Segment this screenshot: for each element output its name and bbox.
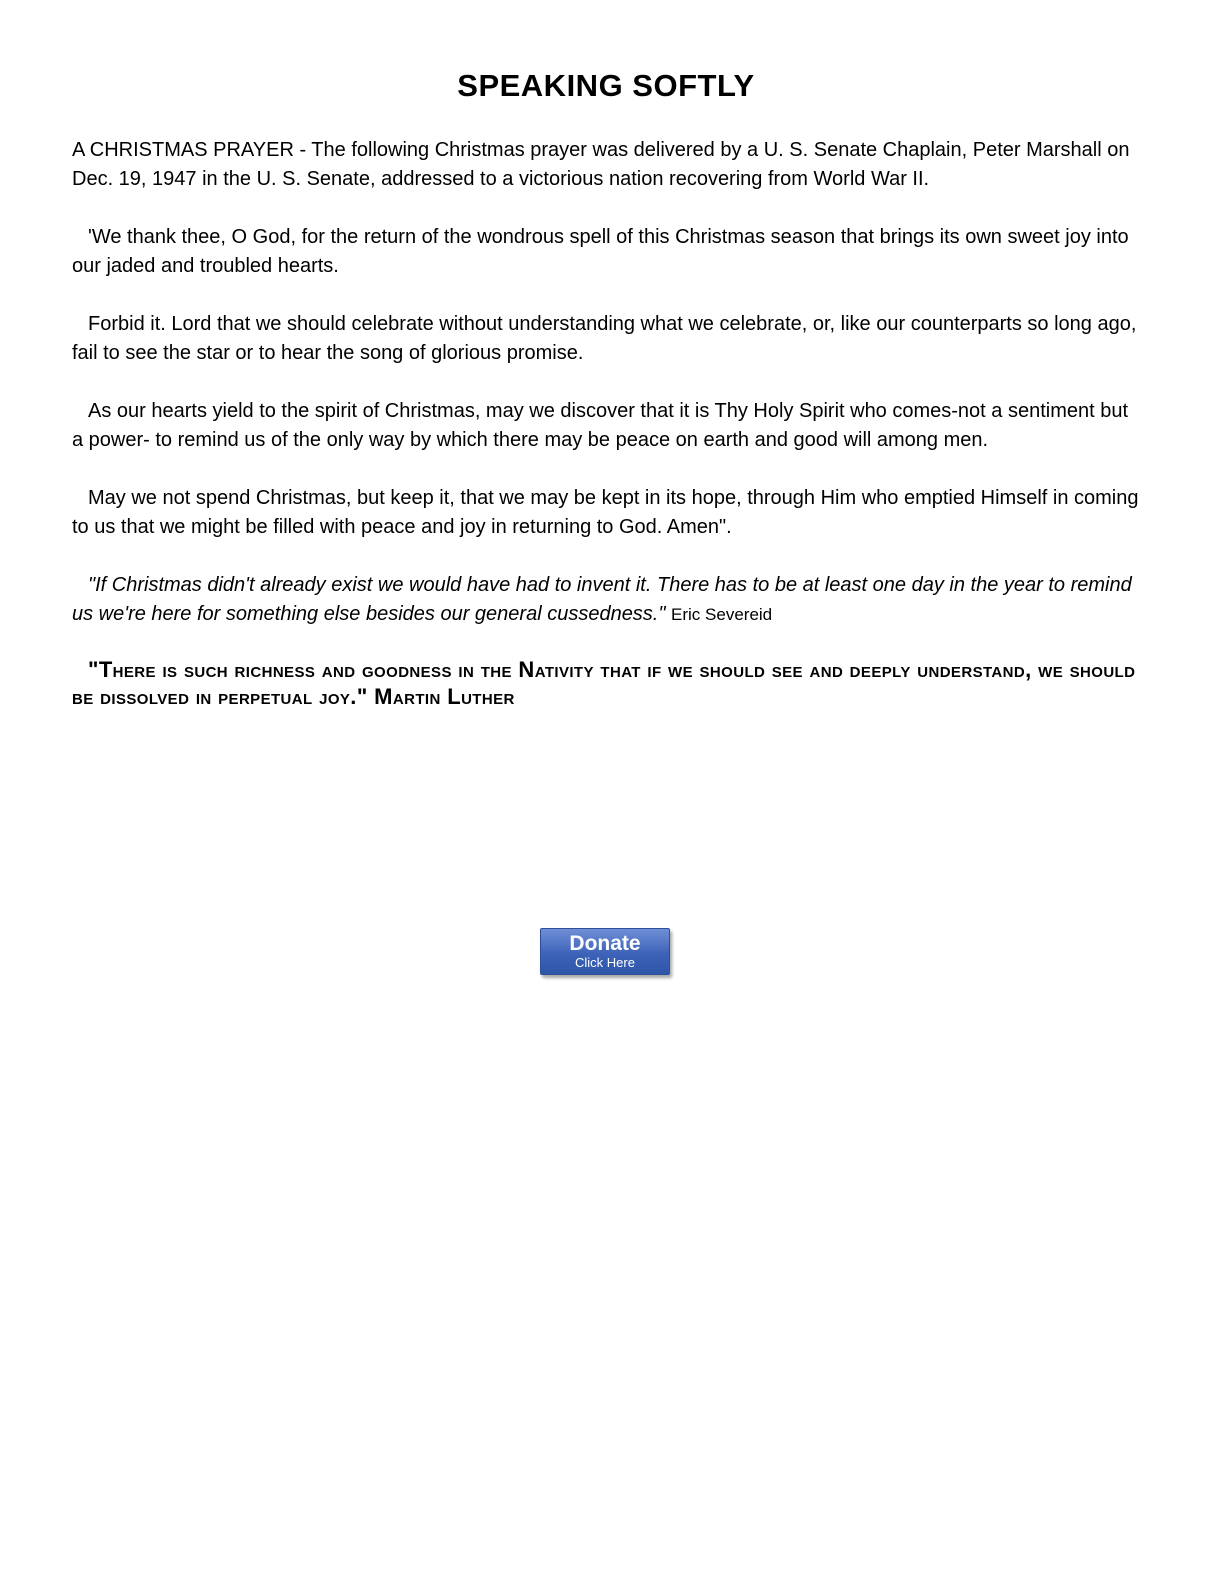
prayer-paragraph-4 (72, 484, 1142, 542)
prayer-paragraph-2 (72, 310, 1142, 368)
severeid-attribution: Eric Severeid (671, 605, 773, 624)
donate-button[interactable] (540, 928, 670, 975)
prayer-text-1: 'We thank thee, O God, for the return of the wondrous spell of this Christmas season that brings its own sweet joy into our jaded and troubled hearts. (72, 226, 1129, 277)
donate-sublabel: Click Here (575, 955, 635, 970)
prayer-text-4: May we not spend Christmas, but keep it, that we may be kept in its hope, through Him who emptied Himself in coming to us that we might be filled with peace and joy in returning to God. Amen". (72, 487, 1139, 538)
prayer-paragraph-1 (72, 223, 1142, 281)
article-body (72, 136, 1142, 739)
prayer-paragraph-3 (72, 397, 1142, 455)
luther-quote: "There is such richness and goodness in the Nativity that if we should see and deeply understand, we should be dissolved in perpetual joy." Martin Luther (72, 657, 1136, 709)
severeid-quote-paragraph (72, 571, 1142, 629)
prayer-text-2: Forbid it. Lord that we should celebrate without understanding what we celebrate, or, like our counterparts so long ago, fail to see the star or to hear the song of glorious promise. (72, 313, 1137, 364)
severeid-quote: "If Christmas didn't already exist we would have had to invent it. There has to be at least one day in the year to remind us we're here for something else besides our general cussedness." (72, 574, 1132, 625)
prayer-text-3: As our hearts yield to the spirit of Christmas, may we discover that it is Thy Holy Spirit who comes-not a sentiment but a power- to remind us of the only way by which there may be peace on earth and good will among men. (72, 400, 1129, 451)
donate-label: Donate (569, 932, 641, 955)
luther-quote-paragraph (72, 656, 1142, 710)
intro-paragraph (72, 136, 1142, 194)
intro-text: A CHRISTMAS PRAYER - The following Christmas prayer was delivered by a U. S. Senate Chaplain, Peter Marshall on Dec. 19, 1947 in the U. S. Senate, addressed to a victorious nation recovering from World War II. (72, 139, 1130, 190)
page-title: SPEAKING SOFTLY (457, 68, 755, 103)
